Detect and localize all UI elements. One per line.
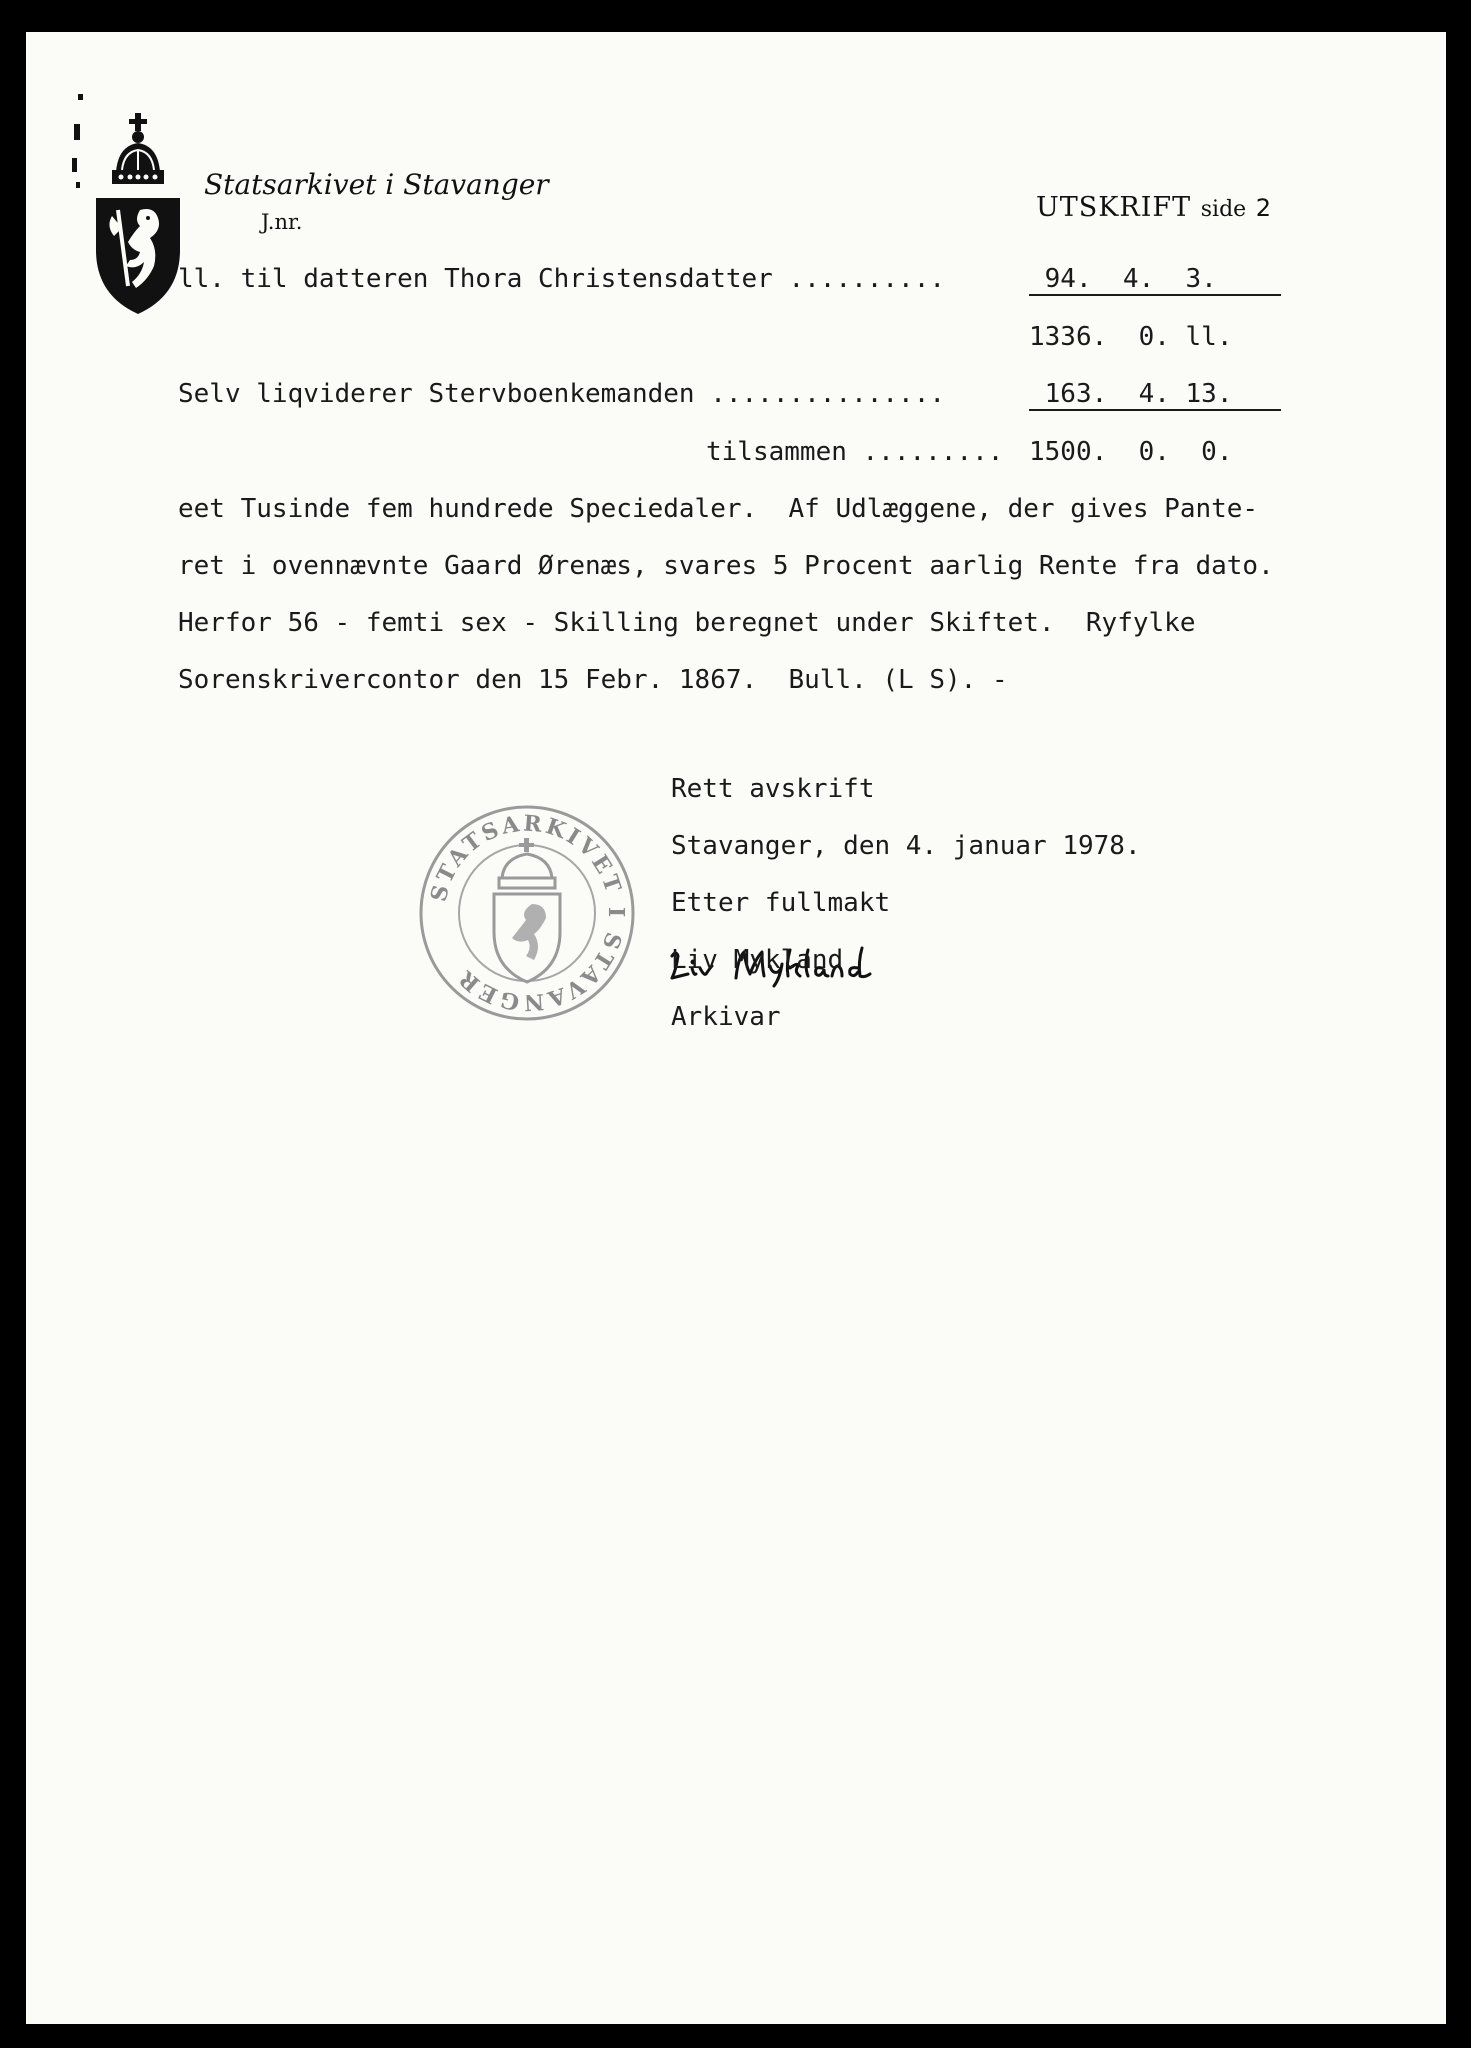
margin-mark <box>72 158 77 172</box>
official-seal-stamp <box>414 800 640 1026</box>
certification-line: Rett avskrift <box>671 774 875 804</box>
body-line: eet Tusinde fem hundrede Speciedaler. Af Udlæggene, der gives Pante- <box>178 494 1259 524</box>
ledger-line-text: Selv liqviderer Stervboenkemanden ............... <box>178 379 946 409</box>
document-header <box>1036 192 1271 223</box>
page-number: 2 <box>1255 194 1272 222</box>
seal-inscription: STATSARKIVET I STAVANGER <box>425 810 630 1016</box>
ledger-line-amount: 94. 4. 3. <box>1029 264 1281 296</box>
ledger-total-label: tilsammen ......... <box>706 437 1004 467</box>
body-line: Herfor 56 - femti sex - Skilling beregnet under Skiftet. Ryfylke <box>178 608 1196 638</box>
ledger-total-amount: 1500. 0. 0. <box>1029 437 1233 467</box>
certification-authority: Etter fullmakt <box>671 888 891 918</box>
certification-place-date: Stavanger, den 4. januar 1978. <box>671 831 1141 861</box>
journal-number-label: J.nr. <box>261 210 303 234</box>
signer-name: Liv Mykland <box>671 945 844 975</box>
body-line: Sorenskrivercontor den 15 Febr. 1867. Bull. (L S). - <box>178 665 1008 695</box>
ledger-subtotal-amount: 1336. 0. ll. <box>1029 322 1233 352</box>
margin-mark <box>74 124 80 140</box>
margin-mark <box>78 94 83 100</box>
margin-mark <box>76 182 80 188</box>
archive-name: Statsarkivet i Stavanger <box>204 168 549 201</box>
page-label: side <box>1200 197 1247 222</box>
document-page <box>26 32 1446 2024</box>
coat-of-arms-icon <box>88 110 188 315</box>
body-line: ret i ovennævnte Gaard Ørenæs, svares 5 Procent aarlig Rente fra dato. <box>178 551 1274 581</box>
ledger-line-amount: 163. 4. 13. <box>1029 379 1281 411</box>
ledger-line-text: ll. til datteren Thora Christensdatter .......... <box>178 264 946 294</box>
signer-title: Arkivar <box>671 1002 781 1032</box>
document-type: UTSKRIFT <box>1036 192 1192 223</box>
